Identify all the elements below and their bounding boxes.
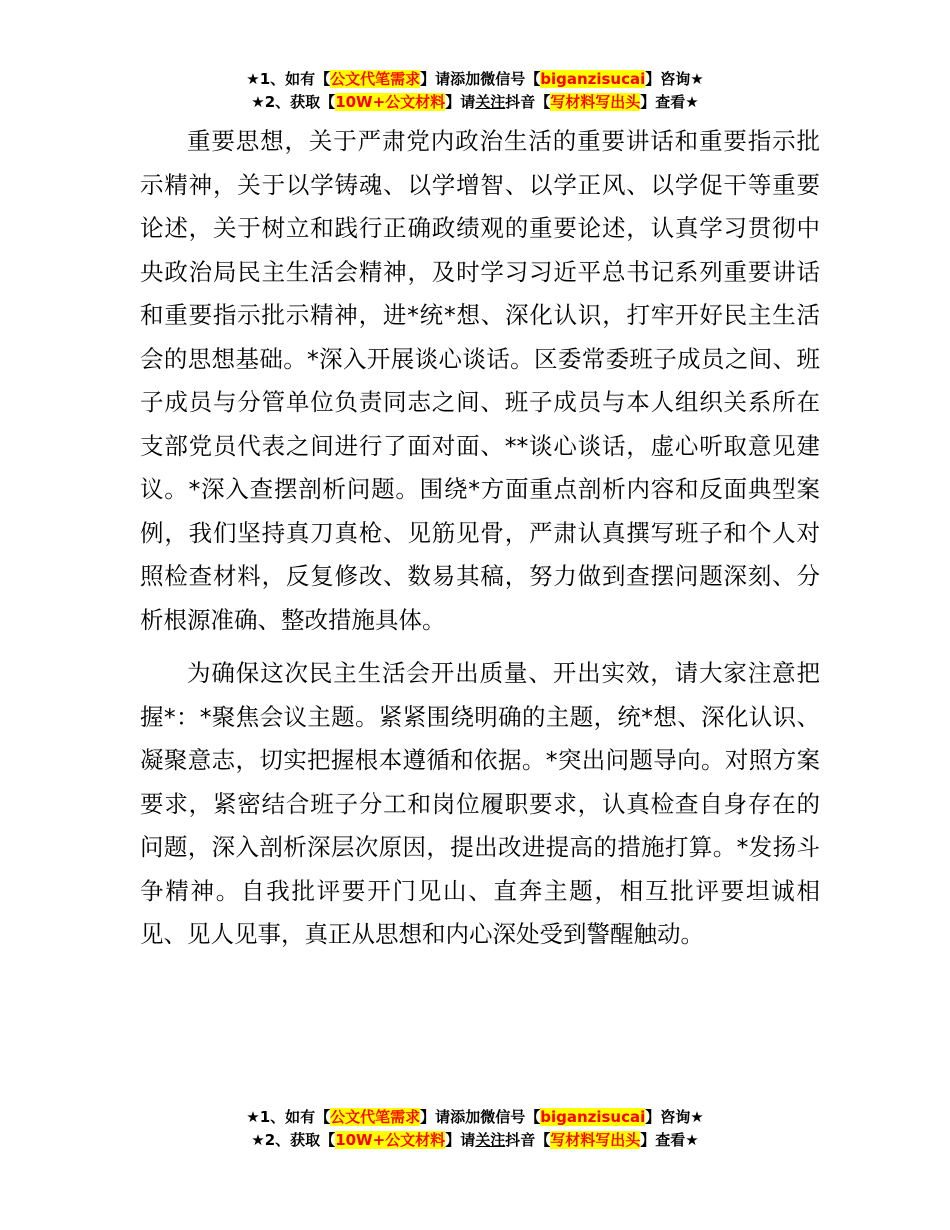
banner-text: 微信号【: [480, 1108, 541, 1126]
banner-highlight: 10W+公文材料: [335, 1131, 446, 1149]
banner-text: ★2、获取【: [251, 93, 336, 111]
banner-text: ★1、如有【: [246, 1108, 331, 1126]
banner-text: 】请: [445, 93, 476, 111]
banner-text: 抖音【: [505, 93, 551, 111]
banner-text: 】查看★: [640, 1131, 699, 1149]
banner-highlight: 公文代笔需求: [330, 1108, 421, 1126]
banner-emphasis: 关注: [475, 93, 506, 111]
banner-highlight: 写材料写出头: [550, 93, 641, 111]
banner-line-2: [0, 1129, 950, 1152]
header-banner: [0, 68, 950, 114]
banner-text: ★1、如有【: [246, 70, 331, 88]
paragraph-1: 重要思想，关于严肃党内政治生活的重要讲话和重要指示批示精神，关于以学铸魂、以学增智、以学正风、以学促干等重要论述，关于树立和践行正确政绩观的重要论述，认真学习贯彻中央政治局民主生活会精神，及时学习习近平总书记系列重要讲话和重要指示批示精神，进*统*想、深化认识，打牢开好民主生活会的思想基础。*深入开展谈心谈话。区委常委班子成员之间、班子成员与分管单位负责同志之间、班子成员与本人组织关系所在支部党员代表之间进行了面对面、**谈心谈话，虚心听取意见建议。*深入查摆剖析问题。围绕*方面重点剖析内容和反面典型案例，我们坚持真刀真枪、见筋见骨，严肃认真撰写班子和个人对照检查材料，反复修改、数易其稿，努力做到查摆问题深刻、分析根源准确、整改措施具体。: [140, 127, 820, 634]
paragraph-2: 为确保这次民主生活会开出质量、开出实效，请大家注意把握*：*聚焦会议主题。紧紧围绕明确的主题，统*想、深化认识、凝聚意志，切实把握根本遵循和依据。*突出问题导向。对照方案要求，紧密结合班子分工和岗位履职要求，认真检查自身存在的问题，深入剖析深层次原因，提出改进提高的措施打算。*发扬斗争精神。自我批评要开门见山、直奔主题，相互批评要坦诚相见、见人见事，真正从思想和内心深处受到警醒触动。: [140, 659, 820, 948]
banner-highlight: 公文代笔需求: [330, 70, 421, 88]
banner-text: 抖音【: [505, 1131, 551, 1149]
banner-highlight: 写材料写出头: [550, 1131, 641, 1149]
banner-emphasis: 加: [465, 1108, 481, 1126]
banner-emphasis: 加: [465, 70, 481, 88]
banner-text: 】查看★: [640, 93, 699, 111]
banner-emphasis: 关注: [475, 1131, 506, 1149]
banner-text: ★2、获取【: [251, 1131, 336, 1149]
banner-text: 】请添: [420, 70, 466, 88]
document-body: [140, 120, 820, 957]
banner-line-1: [0, 68, 950, 91]
banner-highlight: 10W+公文材料: [335, 93, 446, 111]
banner-text: 】请: [445, 1131, 476, 1149]
banner-line-1: [0, 1106, 950, 1129]
banner-text: 】请添: [420, 1108, 466, 1126]
banner-text: 】咨询★: [645, 1108, 704, 1126]
banner-highlight: biganzisucai: [540, 1108, 646, 1126]
banner-text: 微信号【: [480, 70, 541, 88]
footer-banner: [0, 1106, 950, 1152]
banner-highlight: biganzisucai: [540, 70, 646, 88]
banner-text: 】咨询★: [645, 70, 704, 88]
banner-line-2: [0, 91, 950, 114]
